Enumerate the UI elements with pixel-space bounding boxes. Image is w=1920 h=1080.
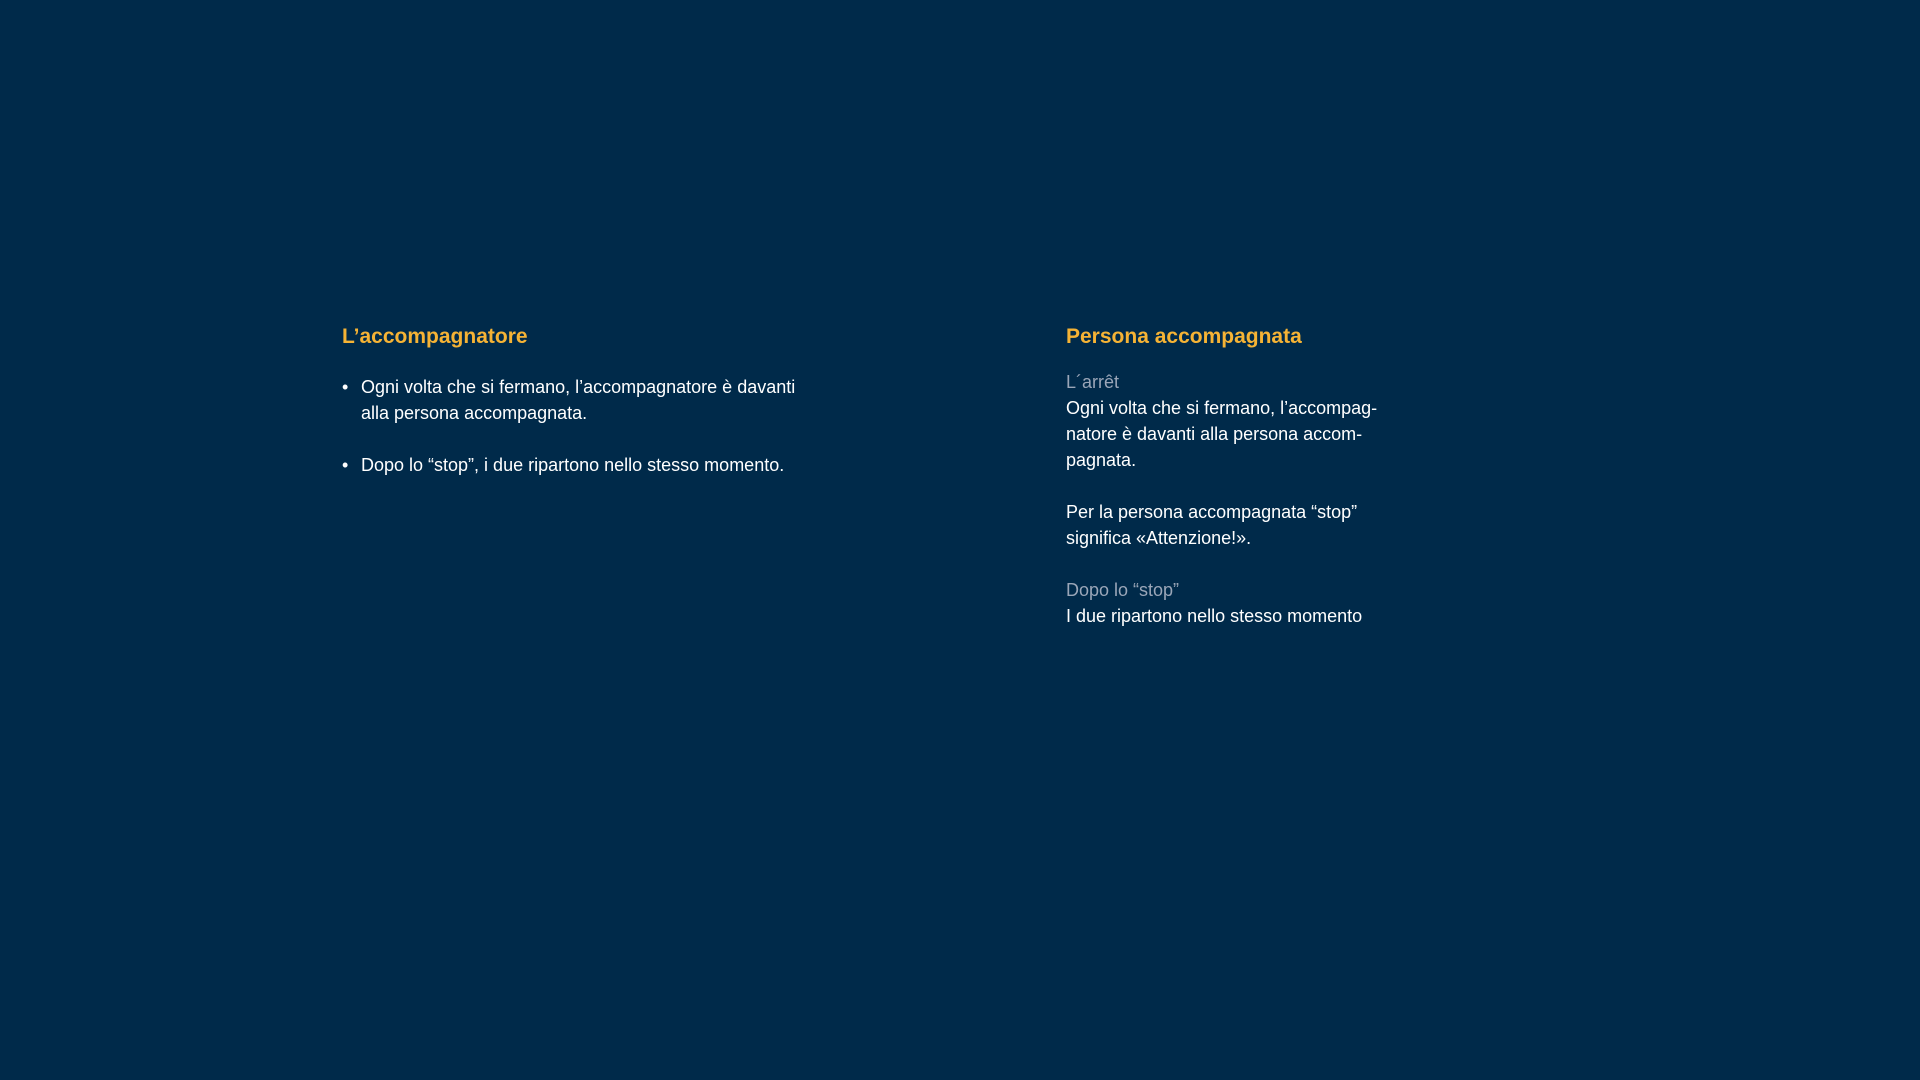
bullet-item (342, 452, 842, 478)
stop-subheading: L´arrêt (1066, 372, 1120, 392)
accompanied-person-column (1066, 322, 1426, 629)
after-stop-subheading: Dopo lo “stop” (1066, 580, 1180, 600)
after-stop-paragraph: I due ripartono nello stesso momento (1066, 606, 1363, 626)
accompanist-column (342, 322, 842, 504)
accompanied-person-heading: Persona accompagnata (1066, 325, 1302, 348)
stop-paragraph: Ogni volta che si fermano, l’accompag- natore è davanti alla persona accom- pagnata. (1066, 398, 1378, 470)
bullet-text-line: Dopo lo “stop”, i due ripartono nello stesso momento. (361, 455, 785, 475)
bullet-icon: • (342, 455, 349, 475)
accompanist-heading: L’accompagnatore (342, 325, 528, 348)
bullet-text-line: Ogni volta che si fermano, l’accompagnatore è davanti (361, 377, 796, 397)
bullet-text-line: alla persona accompagnata. (361, 403, 588, 423)
stop-meaning-paragraph: Per la persona accompagnata “stop” significa «Attenzione!». (1066, 502, 1358, 548)
bullet-item (342, 374, 842, 426)
accompanist-bullet-list (342, 374, 842, 478)
bullet-icon: • (342, 377, 349, 397)
